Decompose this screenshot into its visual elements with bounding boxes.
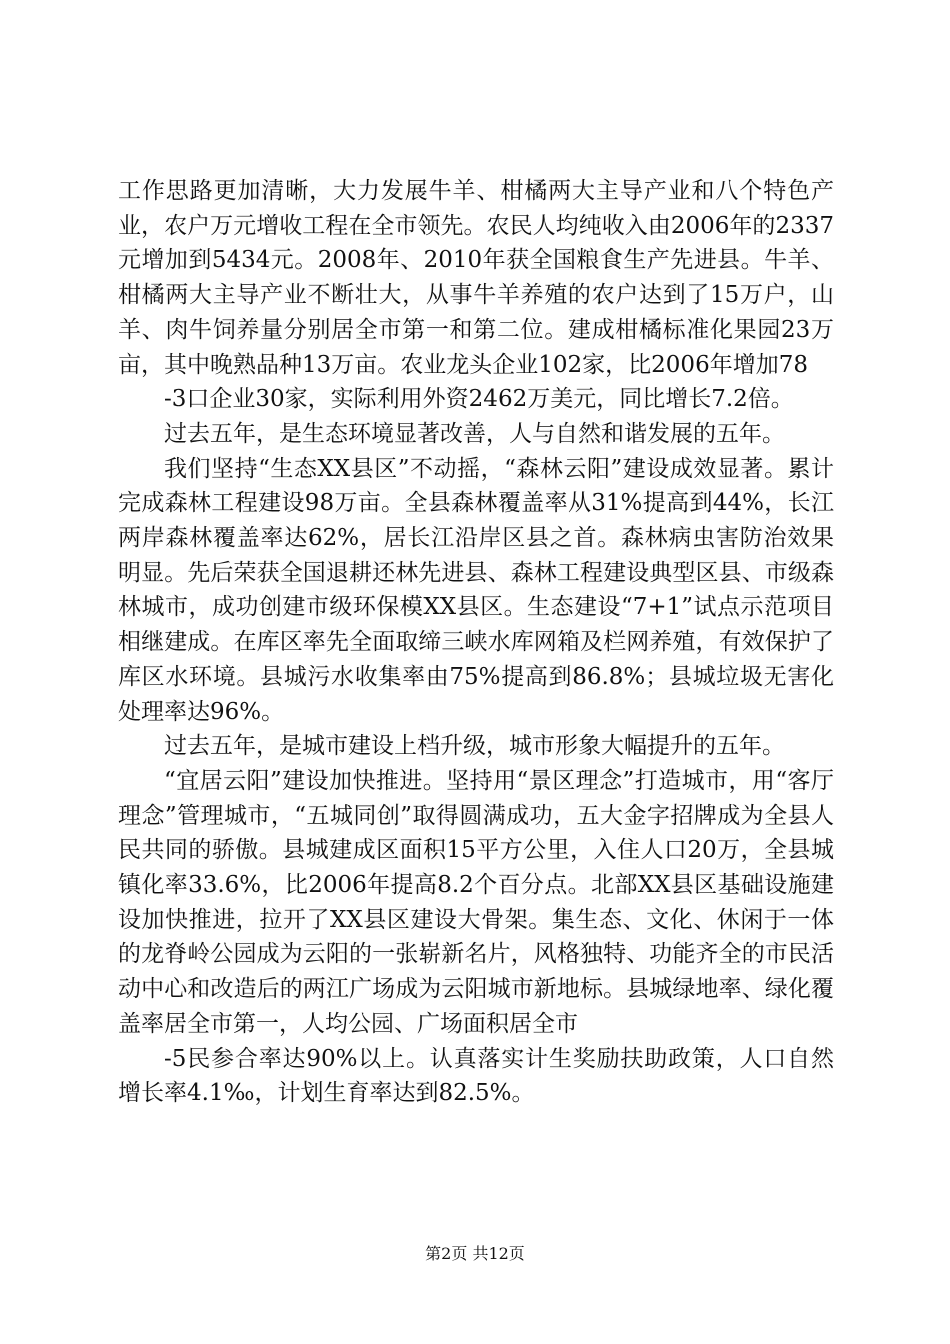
paragraph-7: -5民参合率达90%以上。认真落实计生奖励扶助政策，人口自然增长率4.1‰，计划生育率达到82.5%。 <box>118 1045 834 1107</box>
paragraph-1: 工作思路更加清晰，大力发展牛羊、柑橘两大主导产业和八个特色产业，农户万元增收工程在全市领先。农民人均纯收入由2006年的2337元增加到5434元。2008年、2010年获全国粮食生产先进县。牛羊、柑橘两大主导产业不断壮大，从事牛羊养殖的农户达到了15万户，山羊、肉牛饲养量分别居全市第一和第二位。建成柑橘标准化果园23万亩，其中晚熟品种13万亩。农业龙头企业102家，比2006年增加78 <box>118 178 834 378</box>
document-body <box>118 174 834 1111</box>
paragraph-6: “宜居云阳”建设加快推进。坚持用“景区理念”打造城市，用“客厅理念”管理城市，“五城同创”取得圆满成功，五大金字招牌成为全县人民共同的骄傲。县城建成区面积15平方公里，入住人口20万，全县城镇化率33.6%，比2006年提高8.2个百分点。北部XX县区基础设施建设加快推进，拉开了XX县区建设大骨架。集生态、文化、休闲于一体的龙脊岭公园成为云阳的一张崭新名片，风格独特、功能齐全的市民活动中心和改造后的两江广场成为云阳城市新地标。县城绿地率、绿化覆盖率居全市第一，人均公园、广场面积居全市 <box>118 767 834 1037</box>
paragraph-2: -3口企业30家，实际利用外资2462万美元，同比增长7.2倍。 <box>164 386 794 413</box>
paragraph-5: 过去五年，是城市建设上档升级，城市形象大幅提升的五年。 <box>164 733 785 760</box>
page-footer: 第2页 共12页 <box>425 1244 525 1263</box>
paragraph-3: 过去五年，是生态环境显著改善，人与自然和谐发展的五年。 <box>164 420 785 447</box>
paragraph-4: 我们坚持“生态XX县区”不动摇，“森林云阳”建设成效显著。累计完成森林工程建设98万亩。全县森林覆盖率从31%提高到44%，长江两岸森林覆盖率达62%，居长江沿岸区县之首。森林病虫害防治效果明显。先后荣获全国退耕还林先进县、森林工程建设典型区县、市级森林城市，成功创建市级环保模XX县区。生态建设“7+1”试点示范项目相继建成。在库区率先全面取缔三峡水库网箱及栏网养殖，有效保护了库区水环境。县城污水收集率由75%提高到86.8%；县城垃圾无害化处理率达96%。 <box>118 455 834 725</box>
